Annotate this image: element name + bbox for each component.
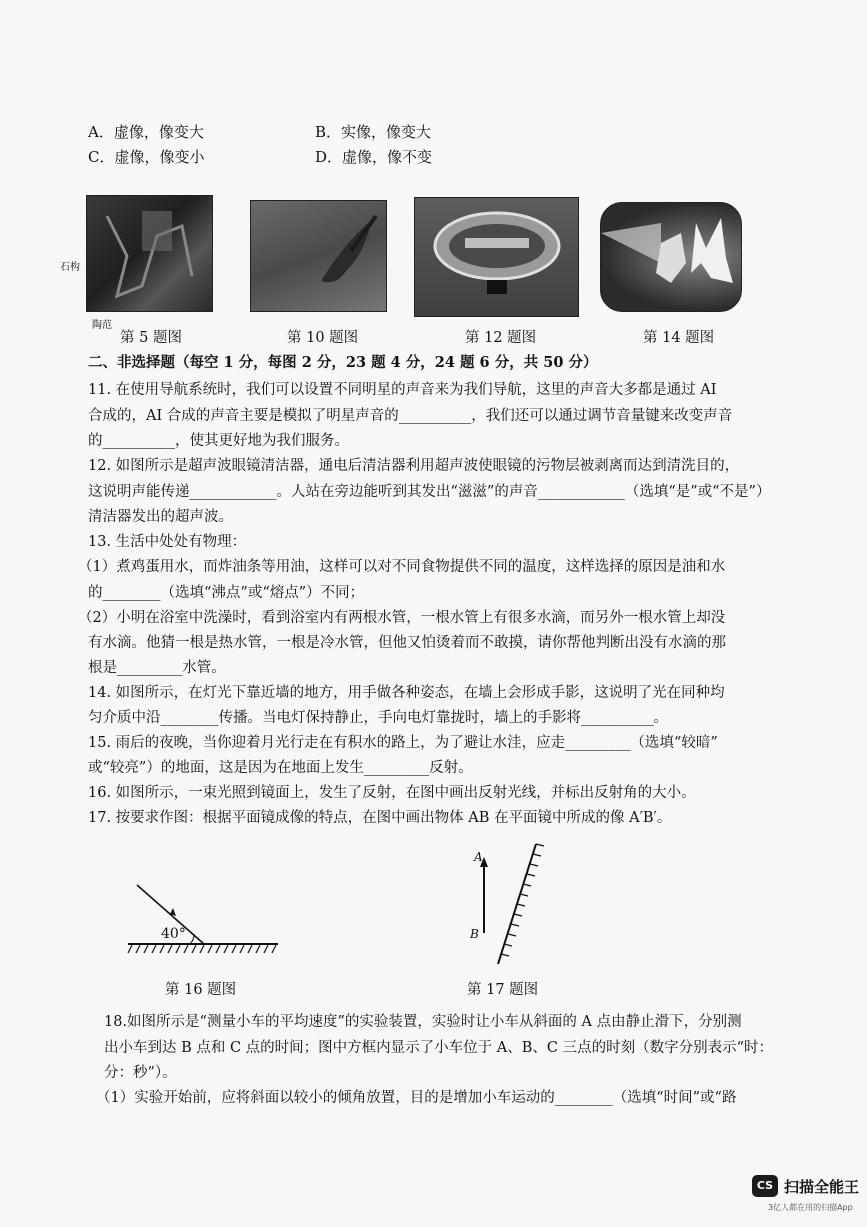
q14-line-1: 14. 如图所示，在灯光下靠近墙的地方，用手做各种姿态，在墙上会形成手影，这说明了光在同种均 xyxy=(88,685,725,701)
q11-line-3: 的__________，使其更好地为我们服务。 xyxy=(88,433,349,449)
q12-line-1: 12. 如图所示是超声波眼镜清洁器，通电后清洁器利用超声波使眼镜的污物层被剥离而达到清洗目的， xyxy=(88,458,740,474)
q13-line-1: （1）煮鸡蛋用水，而炸油条等用油，这样可以对不同食物提供不同的温度，这样选择的原因是油和水 xyxy=(78,559,726,575)
figure-5-caption: 第 5 题图 xyxy=(120,330,182,346)
q13-line-0: 13. 生活中处处有物理： xyxy=(88,534,247,550)
option-a: A．虚像，像变大 xyxy=(88,123,204,141)
q18-line-1: 18.如图所示是“测量小车的平均速度”的实验装置，实验时让小车从斜面的 A 点由静止滑下，分别测 xyxy=(104,1014,742,1030)
q15-line-1: 15. 雨后的夜晚，当你迎着月光行走在有积水的路上，为了避让水洼，应走_________（选填“较暗” xyxy=(88,735,718,751)
figure-5-side-label: 石构 xyxy=(60,262,80,273)
q16-text: 16. 如图所示，一束光照到镜面上，发生了反射，在图中画出反射光线，并标出反射角的大小。 xyxy=(88,785,696,801)
scanner-app-tagline: 3亿人都在用的扫描App xyxy=(768,1203,853,1212)
q11-line-1: 11. 在使用导航系统时，我们可以设置不同明星的声音来为我们导航，这里的声音大多都是通过 AI xyxy=(88,382,717,398)
diagram-17-label-b: B xyxy=(470,927,479,941)
q11-line-2: 合成的，AI 合成的声音主要是模拟了明星声音的__________，我们还可以通过调节音量键来改变声音 xyxy=(88,408,733,424)
q15-line-2: 或“较亮”）的地面，这是因为在地面上发生_________反射。 xyxy=(88,760,473,776)
figure-10-photo xyxy=(250,200,387,312)
q18-line-2: 出小车到达 B 点和 C 点的时间；图中方框内显示了小车位于 A、B、C 三点的时刻（数字分别表示“时： xyxy=(104,1040,774,1056)
figure-5-photo xyxy=(86,195,213,312)
q17-text: 17. 按要求作图：根据平面镜成像的特点，在图中画出物体 AB 在平面镜中所成的像 A′B′。 xyxy=(88,810,672,826)
q14-line-2: 匀介质中沿________传播。当电灯保持静止，手向电灯靠拢时，墙上的手影将__________。 xyxy=(88,710,668,726)
figure-14-photo xyxy=(600,202,742,312)
q13-line-3: （2）小明在浴室中洗澡时，看到浴室内有两根水管，一根水管上有很多水滴，而另外一根水管上却没 xyxy=(78,610,726,626)
diagram-17-caption: 第 17 题图 xyxy=(467,982,539,998)
q13-line-5: 根是_________水管。 xyxy=(88,660,226,676)
diagram-16-caption: 第 16 题图 xyxy=(165,982,237,998)
figure-10-caption: 第 10 题图 xyxy=(287,330,359,346)
option-b: B．实像，像变大 xyxy=(315,123,432,141)
scanner-logo-badge: CS xyxy=(752,1175,778,1197)
scanner-app-name: 扫描全能王 xyxy=(784,1178,860,1196)
diagram-17-label-a: A xyxy=(474,850,483,864)
figure-12-photo xyxy=(414,197,579,317)
diagram-16-angle-label: 40° xyxy=(161,926,186,942)
q18-line-3: 分：秒”）。 xyxy=(104,1065,177,1081)
figure-12-caption: 第 12 题图 xyxy=(465,330,537,346)
diagram-17-plane-mirror xyxy=(492,840,552,970)
q12-line-2: 这说明声能传递____________。人站在旁边能听到其发出“滋滋”的声音____________（选填“是”或“不是”） xyxy=(88,484,771,500)
q13-line-2: 的________（选填“沸点”或“熔点”）不同； xyxy=(88,585,365,601)
q12-line-3: 清洁器发出的超声波。 xyxy=(88,509,233,525)
q18-line-4: （1）实验开始前，应将斜面以较小的倾角放置，目的是增加小车运动的________（选填“时间”或“路 xyxy=(96,1090,737,1106)
figure-14-caption: 第 14 题图 xyxy=(643,330,715,346)
diagram-16-mirror xyxy=(128,940,288,980)
section-2-heading: 二、非选择题（每空 1 分，每图 2 分，23 题 4 分，24 题 6 分，共 50 分） xyxy=(88,354,598,371)
figure-5-bottom-label: 陶范 xyxy=(92,320,112,331)
q13-line-4: 有水滴。他猜一根是热水管，一根是冷水管，但他又怕烫着而不敢摸，请你帮他判断出没有水滴的那 xyxy=(88,635,726,651)
option-c: C．虚像，像变小 xyxy=(88,148,205,166)
option-d: D．虚像，像不变 xyxy=(315,148,433,166)
